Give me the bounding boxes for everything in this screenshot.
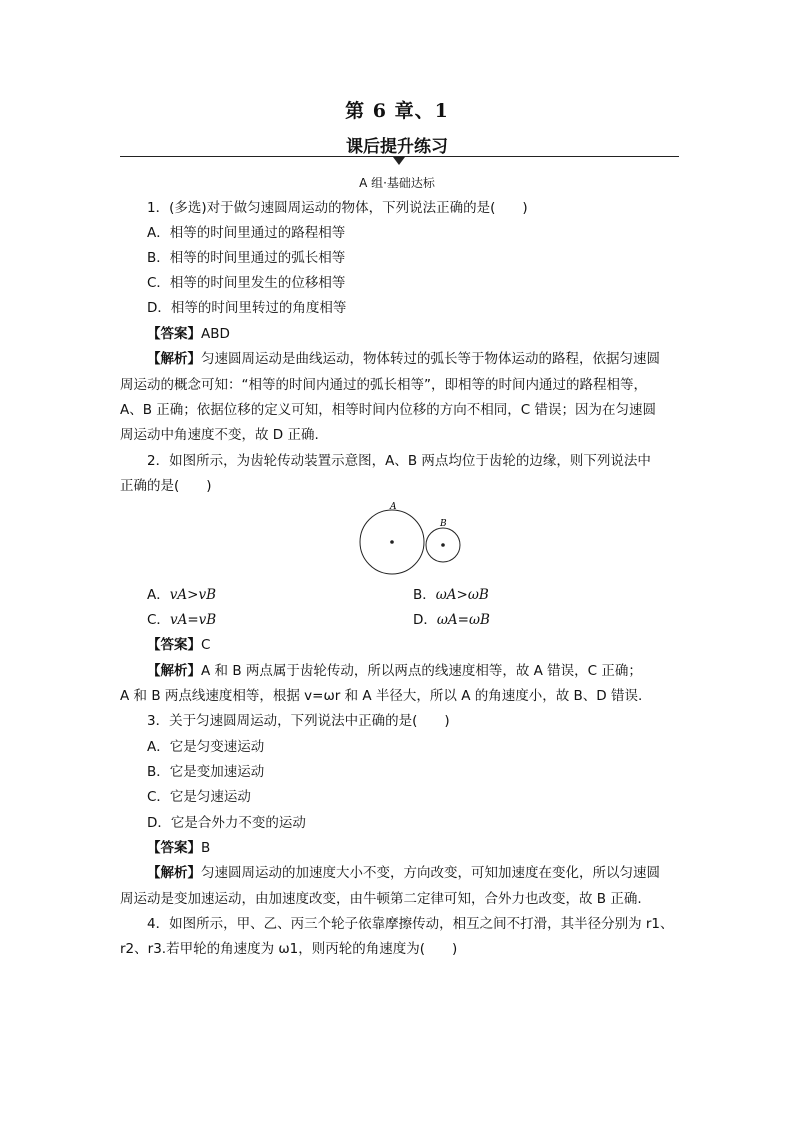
gear-diagram <box>355 498 467 582</box>
q3-analysis-line-2: 周运动是变加速运动，由加速度改变，由牛顿第二定律可知，合外力也改变，故 B 正确. <box>120 891 642 907</box>
gear-a-center-dot <box>390 540 394 544</box>
triangle-marker-icon <box>393 157 405 165</box>
q2-analysis-line-2: A 和 B 两点线速度相等，根据 v=ωr 和 A 半径大，所以 A 的角速度小，故 B、D 错误. <box>120 688 643 704</box>
group-heading: A 组·基础达标 <box>359 176 435 190</box>
q3-option-a: A．它是匀变速运动 <box>147 739 265 755</box>
q2-option-a <box>147 586 216 604</box>
q2-option-a-text: vA>vB <box>169 587 216 603</box>
chapter-title: 第 6 章、1 <box>345 100 449 122</box>
q3-option-c: C．它是匀速运动 <box>147 789 251 805</box>
q1-option-b: B．相等的时间里通过的弧长相等 <box>147 250 346 266</box>
q2-option-d <box>413 611 490 629</box>
q2-option-a-prefix: A． <box>147 587 170 603</box>
point-b-label: B <box>440 519 447 529</box>
q1-answer-value: ABD <box>201 326 230 342</box>
q2-answer-value: C <box>201 637 211 653</box>
q4-stem-line-2: r2、r3.若甲轮的角速度为 ω1，则丙轮的角速度为( ) <box>120 941 458 957</box>
q1-analysis-line-1 <box>147 350 660 368</box>
q2-stem-line-2: 正确的是( ) <box>120 478 212 494</box>
q2-answer-label: 【答案】 <box>147 637 201 653</box>
gear-b-center-dot <box>441 543 445 547</box>
q1-analysis-line-2: 周运动的概念可知：“相等的时间内通过的弧长相等”，即相等的时间内通过的路程相等， <box>120 377 647 393</box>
q3-option-d: D．它是合外力不变的运动 <box>147 815 306 831</box>
q1-option-d: D．相等的时间里转过的角度相等 <box>147 300 347 316</box>
q1-analysis-label: 【解析】 <box>147 351 201 367</box>
q2-analysis-label: 【解析】 <box>147 663 201 679</box>
q1-stem: 1．(多选)对于做匀速圆周运动的物体，下列说法正确的是( ) <box>147 200 528 216</box>
q2-answer <box>147 636 210 654</box>
q2-option-d-text: ωA=ωB <box>436 612 490 628</box>
q2-option-b-text: ωA>ωB <box>435 587 489 603</box>
q1-analysis-text-1: 匀速圆周运动是曲线运动，物体转过的弧长等于物体运动的路程，依据匀速圆 <box>201 351 660 367</box>
q2-analysis-text-1: A 和 B 两点属于齿轮传动，所以两点的线速度相等，故 A 错误，C 正确； <box>201 663 642 679</box>
q3-analysis-line-1 <box>147 864 660 882</box>
q2-stem-line-1: 2．如图所示，为齿轮传动装置示意图，A、B 两点均位于齿轮的边缘，则下列说法中 <box>147 453 651 469</box>
q1-analysis-line-4: 周运动中角速度不变，故 D 正确. <box>120 427 319 443</box>
q2-option-b <box>413 586 489 604</box>
q3-answer-value: B <box>201 840 211 856</box>
q1-option-c: C．相等的时间里发生的位移相等 <box>147 275 346 291</box>
section-subtitle: 课后提升练习 <box>346 137 448 157</box>
q1-answer <box>147 325 230 343</box>
q2-option-b-prefix: B． <box>413 587 436 603</box>
q1-analysis-line-3: A、B 正确；依据位移的定义可知，相等时间内位移的方向不相同，C 错误；因为在匀速圆 <box>120 402 657 418</box>
point-a-label: A <box>390 502 397 512</box>
q3-stem: 3．关于匀速圆周运动，下列说法中正确的是( ) <box>147 713 450 729</box>
q3-analysis-text-1: 匀速圆周运动的加速度大小不变，方向改变，可知加速度在变化，所以匀速圆 <box>201 865 660 881</box>
q2-option-c-prefix: C． <box>147 612 170 628</box>
q1-answer-label: 【答案】 <box>147 326 201 342</box>
q3-option-b: B．它是变加速运动 <box>147 764 265 780</box>
q3-answer <box>147 839 210 857</box>
q2-analysis-line-1 <box>147 662 642 680</box>
q4-stem-line-1: 4．如图所示，甲、乙、丙三个轮子依靠摩擦传动，相互之间不打滑，其半径分别为 r1、 <box>147 916 674 932</box>
q2-option-d-prefix: D． <box>413 612 437 628</box>
q1-option-a: A．相等的时间里通过的路程相等 <box>147 225 346 241</box>
q3-answer-label: 【答案】 <box>147 840 201 856</box>
q2-option-c-text: vA=vB <box>169 612 217 628</box>
q3-analysis-label: 【解析】 <box>147 865 201 881</box>
q2-option-c <box>147 611 216 629</box>
